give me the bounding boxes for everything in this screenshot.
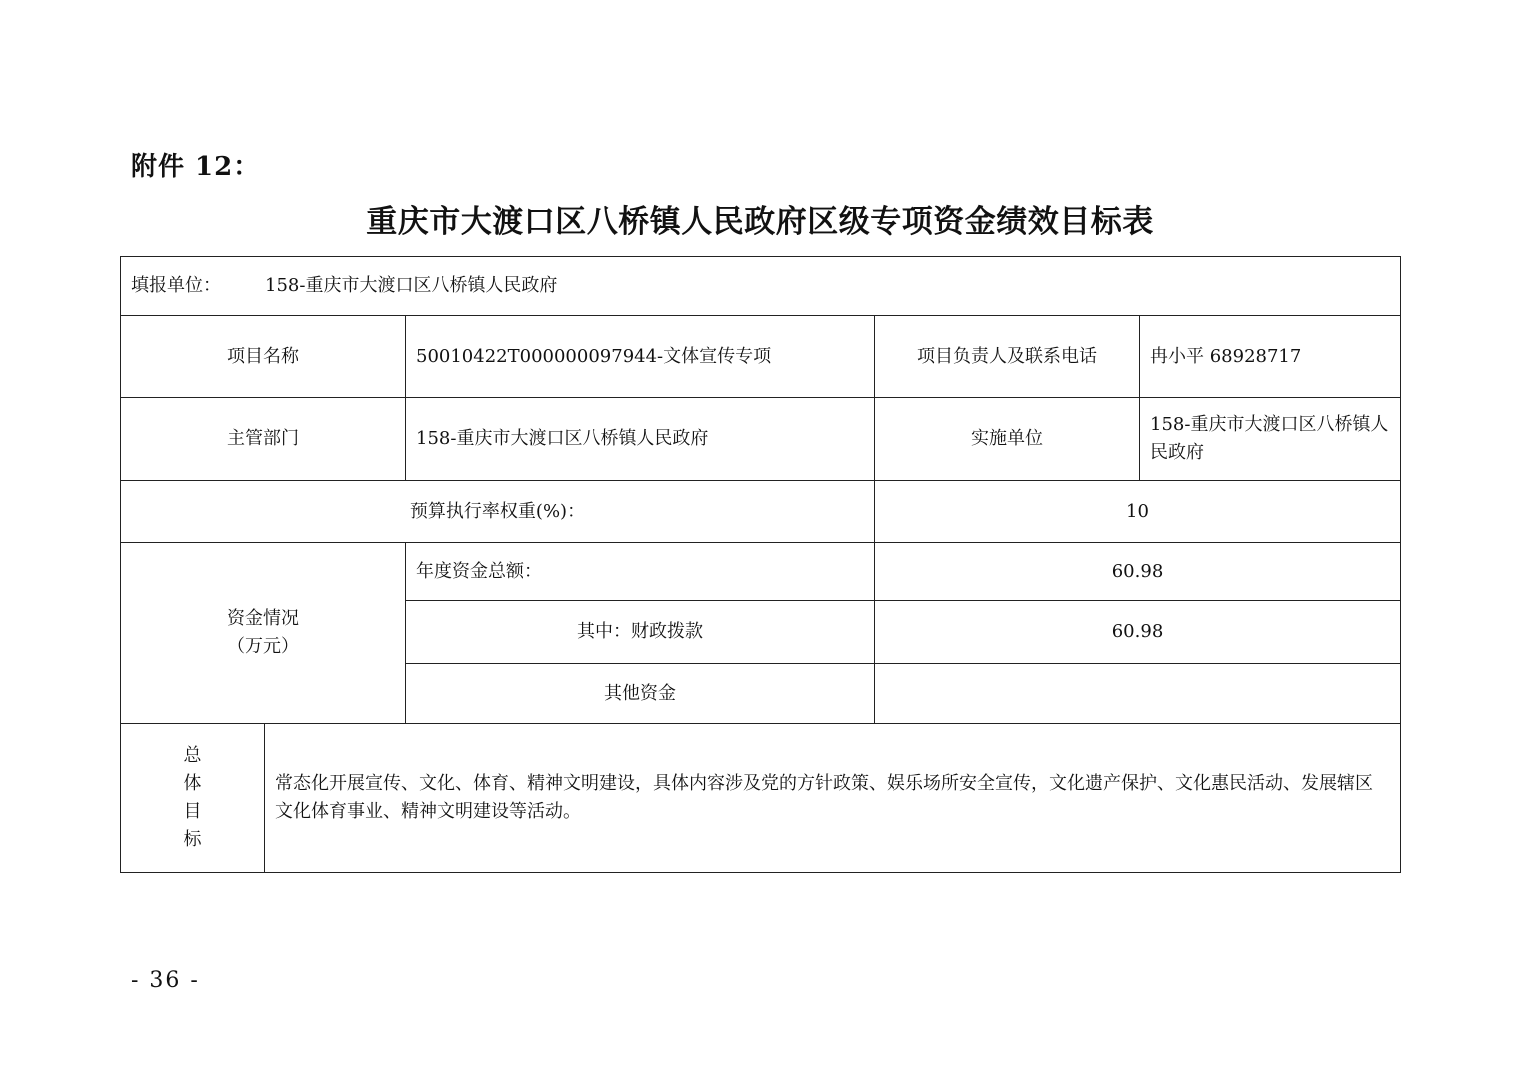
other-funds-label: 其他资金 [406,664,875,724]
overall-goal-char: 体 [183,773,202,794]
budget-weight-value: 10 [875,481,1401,543]
annual-total-label: 年度资金总额： [406,543,875,601]
annual-total-row [121,543,1401,601]
page-number: - 36 - [131,968,200,993]
supervisor-row [121,398,1401,481]
other-funds-value [875,664,1401,724]
funds-label-line2: （万元） [227,636,299,657]
project-name-value: 50010422T000000097944-文体宣传专项 [406,316,875,398]
fiscal-label: 其中：财政拨款 [406,601,875,664]
project-leader-label: 项目负责人及联系电话 [875,316,1140,398]
supervisor-value: 158-重庆市大渡口区八桥镇人民政府 [406,398,875,481]
performance-target-table [120,256,1401,873]
overall-goal-label [121,724,265,873]
budget-weight-row [121,481,1401,543]
fill-unit-row [121,257,1401,316]
overall-goal-char: 目 [183,801,202,822]
attachment-label: 附件 12： [131,152,261,182]
overall-goal-text: 常态化开展宣传、文化、体育、精神文明建设，具体内容涉及党的方针政策、娱乐场所安全宣传，文化遗产保护、文化惠民活动、发展辖区文化体育事业、精神文明建设等活动。 [265,724,1401,873]
fill-unit-cell [121,257,1401,316]
funds-label-line1: 资金情况 [227,608,299,629]
project-name-row [121,316,1401,398]
project-leader-value: 冉小平 68928717 [1140,316,1401,398]
overall-goal-row [121,724,1401,873]
fill-unit-label: 填报单位： [131,275,221,296]
budget-weight-label: 预算执行率权重(%)： [121,481,875,543]
supervisor-label: 主管部门 [121,398,406,481]
funds-label [121,543,406,724]
implementer-label: 实施单位 [875,398,1140,481]
overall-goal-char: 标 [183,829,202,850]
implementer-value: 158-重庆市大渡口区八桥镇人民政府 [1140,398,1401,481]
fiscal-value: 60.98 [875,601,1401,664]
annual-total-value: 60.98 [875,543,1401,601]
overall-goal-char: 总 [183,745,202,766]
project-name-label: 项目名称 [121,316,406,398]
fill-unit-value: 158-重庆市大渡口区八桥镇人民政府 [265,275,558,296]
document-title: 重庆市大渡口区八桥镇人民政府区级专项资金绩效目标表 [366,204,1154,240]
